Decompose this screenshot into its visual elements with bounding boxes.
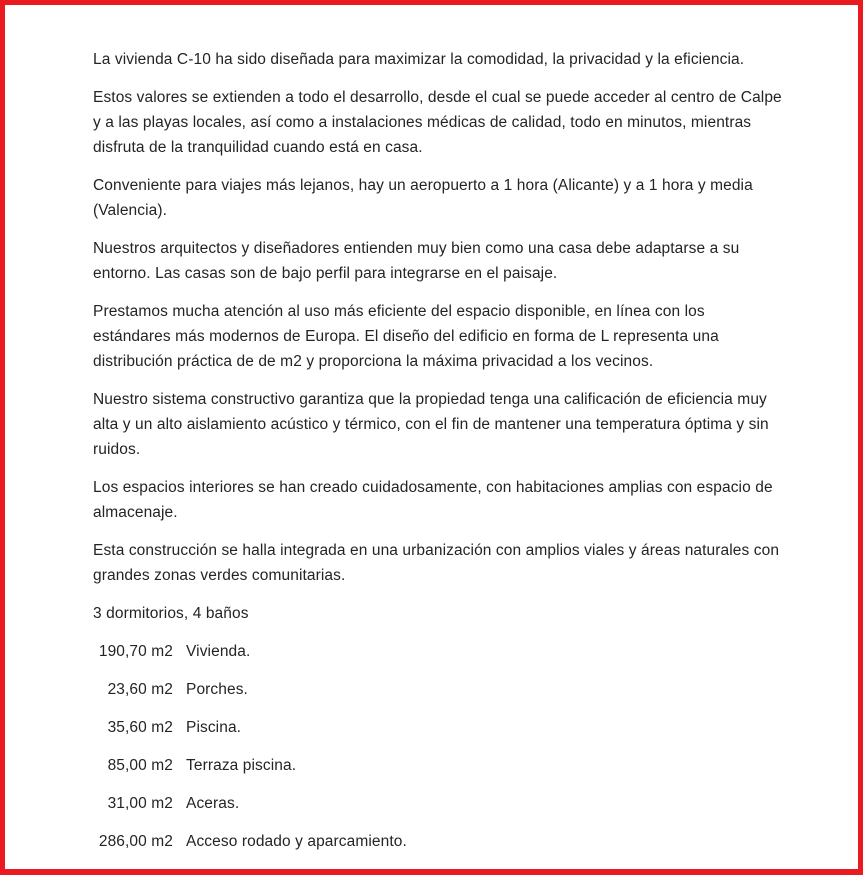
spec-area: 31,00 m2 bbox=[107, 795, 173, 812]
spec-area: 85,00 m2 bbox=[107, 757, 173, 774]
spec-label: Terraza piscina. bbox=[186, 757, 297, 774]
spec-label: Aceras. bbox=[186, 795, 240, 812]
spec-label: Piscina. bbox=[186, 719, 242, 736]
document-content bbox=[5, 5, 858, 869]
spec-row-vivienda bbox=[93, 639, 783, 664]
paragraph-location: Estos valores se extienden a todo el desarrollo, desde el cual se puede acceder al centro de Calpe y a las playas locales, así como a instalaciones médicas de calidad, todo en minutos, mientras disfruta de la tranquilidad cuando está en casa. bbox=[93, 89, 782, 156]
rooms-summary: 3 dormitorios, 4 baños bbox=[93, 605, 249, 622]
spec-row-terraza-piscina bbox=[93, 753, 783, 778]
spec-label: Porches. bbox=[186, 681, 248, 698]
paragraph-construction-system: Nuestro sistema constructivo garantiza que la propiedad tenga una calificación de eficiencia muy alta y un alto aislamiento acústico y térmico, con el fin de mantener una temperatura óptima y sin ruidos. bbox=[93, 391, 769, 458]
paragraph-interiors: Los espacios interiores se han creado cuidadosamente, con habitaciones amplias con espacio de almacenaje. bbox=[93, 479, 773, 521]
paragraph-design: Prestamos mucha atención al uso más eficiente del espacio disponible, en línea con los estándares más modernos de Europa. El diseño del edificio en forma de L representa una distribución práctica de de m2 y proporciona la máxima privacidad a los vecinos. bbox=[93, 303, 719, 370]
spec-label: Acceso rodado y aparcamiento. bbox=[186, 833, 407, 850]
paragraph-intro: La vivienda C-10 ha sido diseñada para maximizar la comodidad, la privacidad y la eficiencia. bbox=[93, 51, 745, 68]
spec-row-acceso bbox=[93, 829, 783, 854]
spec-row-piscina bbox=[93, 715, 783, 740]
spec-label: Vivienda. bbox=[186, 643, 251, 660]
spec-area: 190,70 m2 bbox=[98, 643, 173, 660]
paragraph-urbanization: Esta construcción se halla integrada en una urbanización con amplios viales y áreas naturales con grandes zonas verdes comunitarias. bbox=[93, 542, 780, 584]
paragraph-airports: Conveniente para viajes más lejanos, hay un aeropuerto a 1 hora (Alicante) y a 1 hora y media (Valencia). bbox=[93, 177, 753, 219]
spec-row-porches bbox=[93, 677, 783, 702]
spec-row-aceras bbox=[93, 791, 783, 816]
spec-area: 23,60 m2 bbox=[107, 681, 173, 698]
spec-area: 35,60 m2 bbox=[107, 719, 173, 736]
spec-area: 286,00 m2 bbox=[98, 833, 173, 850]
paragraph-architects: Nuestros arquitectos y diseñadores entienden muy bien como una casa debe adaptarse a su entorno. Las casas son de bajo perfil para integrarse en el paisaje. bbox=[93, 240, 740, 282]
